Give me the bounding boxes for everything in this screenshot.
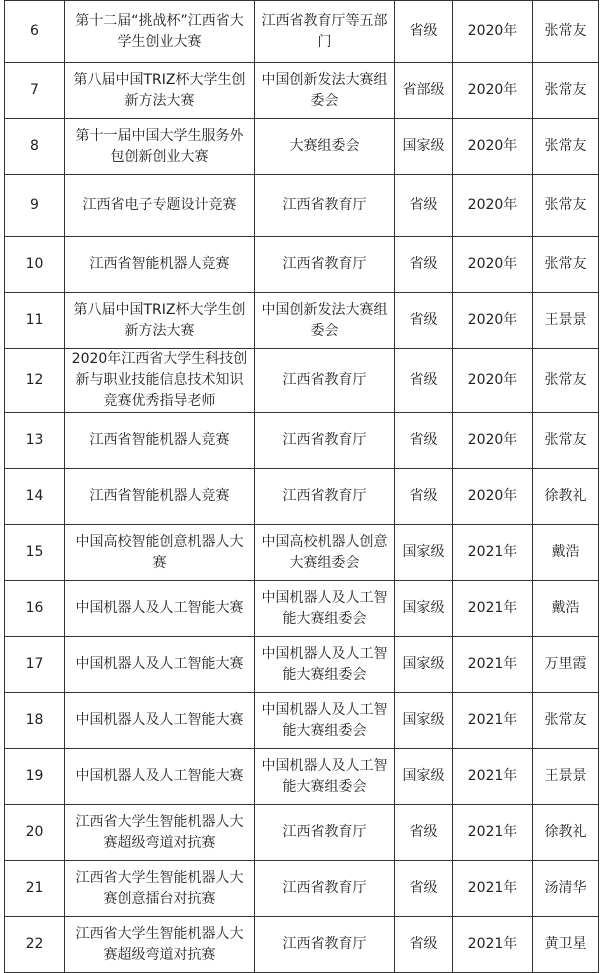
competition-name: 中国机器人及人工智能大赛	[65, 749, 255, 805]
award-level: 省级	[395, 293, 453, 349]
instructor-name: 徐教礼	[533, 805, 599, 861]
organizer: 江西省教育厅	[255, 861, 395, 917]
award-year: 2020年	[453, 469, 533, 525]
award-year: 2020年	[453, 175, 533, 237]
row-number: 21	[5, 861, 65, 917]
competition-name: 2020年江西省大学生科技创新与职业技能信息技术知识竞赛优秀指导老师	[65, 349, 255, 413]
table-row	[5, 119, 599, 175]
organizer: 中国机器人及人工智能大赛组委会	[255, 693, 395, 749]
award-level: 国家级	[395, 581, 453, 637]
row-number: 11	[5, 293, 65, 349]
instructor-name: 张常友	[533, 63, 599, 119]
organizer: 中国机器人及人工智能大赛组委会	[255, 637, 395, 693]
organizer: 大赛组委会	[255, 119, 395, 175]
row-number: 7	[5, 63, 65, 119]
organizer: 中国创新发法大赛组委会	[255, 63, 395, 119]
competition-name: 中国高校智能创意机器人大赛	[65, 525, 255, 581]
competition-name: 江西省智能机器人竞赛	[65, 469, 255, 525]
award-level: 省级	[395, 1, 453, 63]
organizer: 江西省教育厅	[255, 349, 395, 413]
award-year: 2021年	[453, 861, 533, 917]
instructor-name: 张常友	[533, 413, 599, 469]
row-number: 8	[5, 119, 65, 175]
competition-name: 江西省电子专题设计竞赛	[65, 175, 255, 237]
row-number: 19	[5, 749, 65, 805]
table-row	[5, 63, 599, 119]
organizer: 江西省教育厅	[255, 469, 395, 525]
competition-name: 中国机器人及人工智能大赛	[65, 637, 255, 693]
instructor-name: 张常友	[533, 175, 599, 237]
organizer: 中国机器人及人工智能大赛组委会	[255, 749, 395, 805]
instructor-name: 张常友	[533, 693, 599, 749]
organizer: 中国机器人及人工智能大赛组委会	[255, 581, 395, 637]
award-level: 省级	[395, 469, 453, 525]
organizer: 中国高校机器人创意大赛组委会	[255, 525, 395, 581]
table-row	[5, 413, 599, 469]
awards-table-body	[5, 1, 599, 973]
award-level: 省级	[395, 805, 453, 861]
row-number: 14	[5, 469, 65, 525]
award-level: 省级	[395, 237, 453, 293]
row-number: 9	[5, 175, 65, 237]
row-number: 13	[5, 413, 65, 469]
competition-name: 江西省大学生智能机器人大赛超级弯道对抗赛	[65, 805, 255, 861]
row-number: 10	[5, 237, 65, 293]
competition-name: 江西省智能机器人竞赛	[65, 237, 255, 293]
table-row	[5, 525, 599, 581]
row-number: 12	[5, 349, 65, 413]
award-year: 2020年	[453, 349, 533, 413]
award-year: 2020年	[453, 293, 533, 349]
instructor-name: 张常友	[533, 119, 599, 175]
organizer: 江西省教育厅等五部门	[255, 1, 395, 63]
table-row	[5, 349, 599, 413]
instructor-name: 黄卫星	[533, 917, 599, 973]
organizer: 江西省教育厅	[255, 917, 395, 973]
table-row	[5, 693, 599, 749]
award-level: 省级	[395, 917, 453, 973]
organizer: 江西省教育厅	[255, 237, 395, 293]
table-row	[5, 237, 599, 293]
award-level: 国家级	[395, 749, 453, 805]
award-level: 省级	[395, 175, 453, 237]
instructor-name: 王景景	[533, 293, 599, 349]
competition-name: 第十二届“挑战杯”江西省大学生创业大赛	[65, 1, 255, 63]
award-year: 2020年	[453, 237, 533, 293]
row-number: 22	[5, 917, 65, 973]
table-row	[5, 749, 599, 805]
award-level: 省部级	[395, 63, 453, 119]
competition-name: 第八届中国TRIZ杯大学生创新方法大赛	[65, 63, 255, 119]
table-row	[5, 917, 599, 973]
instructor-name: 张常友	[533, 237, 599, 293]
award-year: 2021年	[453, 805, 533, 861]
award-year: 2021年	[453, 525, 533, 581]
award-level: 国家级	[395, 637, 453, 693]
table-row	[5, 175, 599, 237]
award-year: 2021年	[453, 917, 533, 973]
table-row	[5, 805, 599, 861]
award-year: 2021年	[453, 749, 533, 805]
competition-name: 江西省大学生智能机器人大赛创意擂台对抗赛	[65, 861, 255, 917]
table-row	[5, 861, 599, 917]
award-year: 2020年	[453, 63, 533, 119]
instructor-name: 戴浩	[533, 581, 599, 637]
award-level: 国家级	[395, 119, 453, 175]
awards-table	[4, 0, 599, 973]
table-row	[5, 637, 599, 693]
instructor-name: 徐教礼	[533, 469, 599, 525]
organizer: 江西省教育厅	[255, 413, 395, 469]
award-year: 2020年	[453, 119, 533, 175]
award-level: 国家级	[395, 693, 453, 749]
row-number: 6	[5, 1, 65, 63]
award-year: 2021年	[453, 693, 533, 749]
instructor-name: 戴浩	[533, 525, 599, 581]
organizer: 中国创新发法大赛组委会	[255, 293, 395, 349]
table-row	[5, 581, 599, 637]
organizer: 江西省教育厅	[255, 805, 395, 861]
row-number: 20	[5, 805, 65, 861]
table-row	[5, 469, 599, 525]
instructor-name: 张常友	[533, 1, 599, 63]
award-level: 省级	[395, 413, 453, 469]
instructor-name: 万里霞	[533, 637, 599, 693]
award-year: 2021年	[453, 581, 533, 637]
table-row	[5, 1, 599, 63]
award-level: 省级	[395, 861, 453, 917]
competition-name: 中国机器人及人工智能大赛	[65, 693, 255, 749]
table-row	[5, 293, 599, 349]
award-year: 2020年	[453, 413, 533, 469]
instructor-name: 张常友	[533, 349, 599, 413]
row-number: 16	[5, 581, 65, 637]
award-level: 国家级	[395, 525, 453, 581]
row-number: 15	[5, 525, 65, 581]
competition-name: 中国机器人及人工智能大赛	[65, 581, 255, 637]
competition-name: 江西省智能机器人竞赛	[65, 413, 255, 469]
competition-name: 第八届中国TRIZ杯大学生创新方法大赛	[65, 293, 255, 349]
instructor-name: 汤清华	[533, 861, 599, 917]
organizer: 江西省教育厅	[255, 175, 395, 237]
instructor-name: 王景景	[533, 749, 599, 805]
competition-name: 第十一届中国大学生服务外包创新创业大赛	[65, 119, 255, 175]
award-year: 2020年	[453, 1, 533, 63]
award-level: 省级	[395, 349, 453, 413]
competition-name: 江西省大学生智能机器人大赛超级弯道对抗赛	[65, 917, 255, 973]
award-year: 2021年	[453, 637, 533, 693]
row-number: 18	[5, 693, 65, 749]
row-number: 17	[5, 637, 65, 693]
